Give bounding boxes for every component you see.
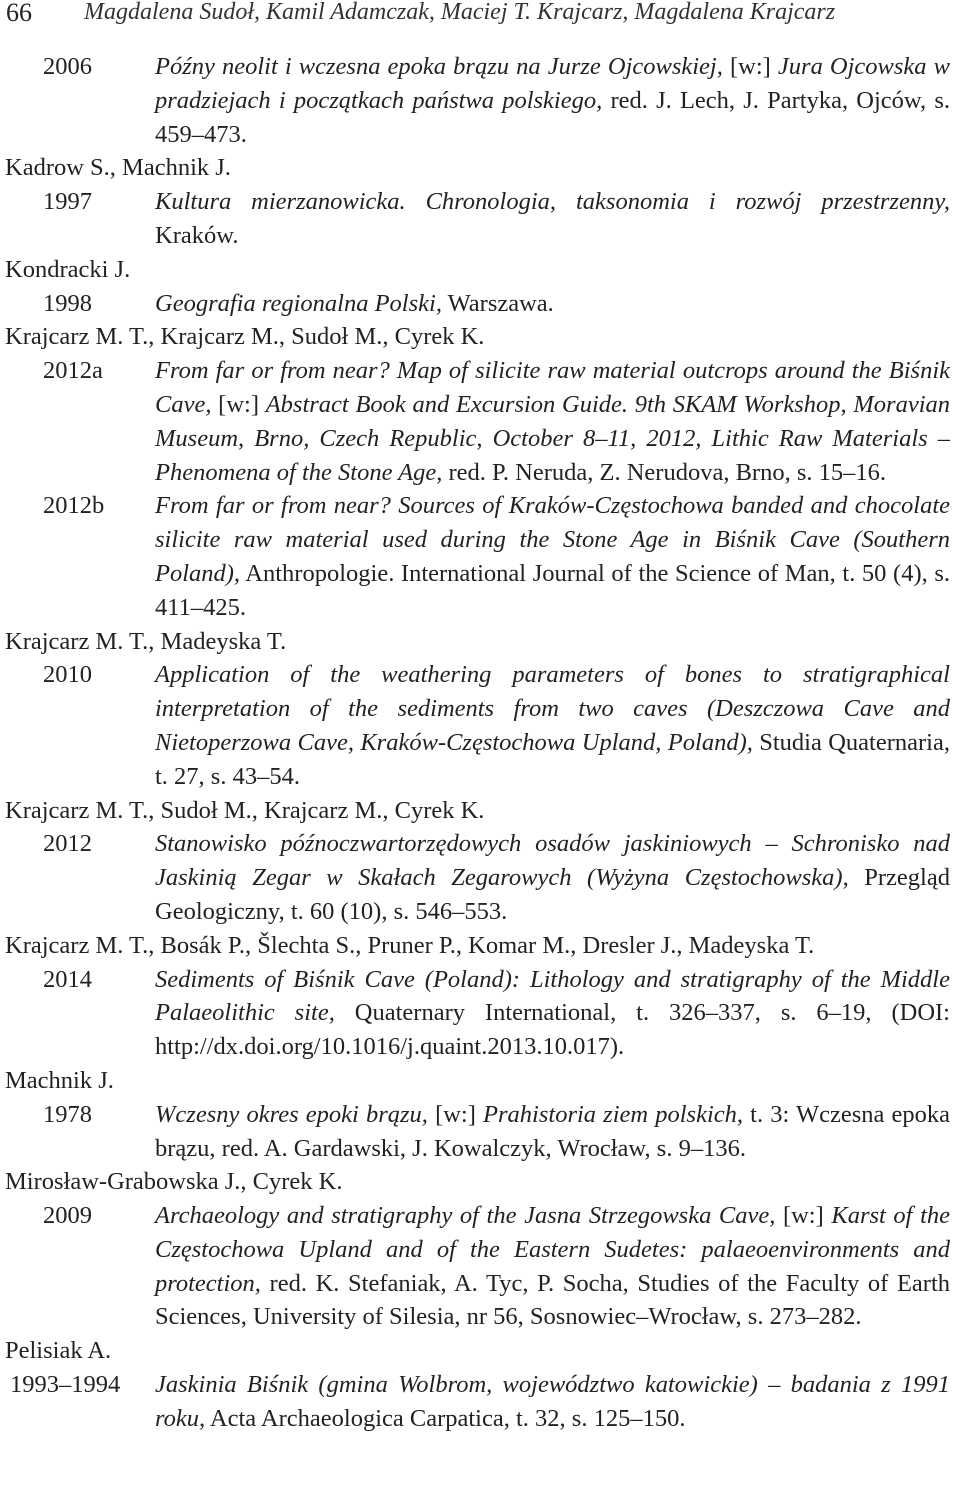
entry-details: red. J. Lech, J. Partyka, Ojców, s. 459–473. [155, 86, 950, 148]
bibliography-entry [0, 658, 960, 793]
bibliography-author: Krajcarz M. T., Krajcarz M., Sudoł M., Cyrek K. [5, 323, 485, 351]
bibliography-entry [0, 827, 960, 928]
running-head: Magdalena Sudoł, Kamil Adamczak, Maciej T. Krajcarz, Magdalena Krajcarz [84, 0, 836, 25]
bibliography-entry [0, 287, 960, 321]
bibliography-entry [0, 354, 960, 489]
entry-title: Stanowisko późnoczwartorzędowych osadów jaskiniowych – Schronisko nad Jaskinią Zegar w Skałach Zegarowych (Wyżyna Częstochowska), [155, 830, 950, 892]
entry-year: 2012a [43, 357, 103, 385]
entry-source-title: Abstract Book and Excursion Guide. 9th SKAM Workshop, Moravian Museum, Brno, Czech Republic, October 8–11, 2012, Lithic Raw Materials – Phenomena of the Stone Age, [155, 390, 950, 486]
entry-details: Quaternary International, t. 326–337, s. 6–19, (DOI: http://dx.doi.org/10.1016/j.quaint.2013.10.017). [155, 999, 950, 1061]
bibliography-author: Krajcarz M. T., Bosák P., Šlechta S., Pruner P., Komar M., Dresler J., Madeyska T. [5, 931, 815, 959]
entry-details: Acta Archaeologica Carpatica, t. 32, s. 125–150. [205, 1404, 686, 1432]
entry-source-title: Prahistoria ziem polskich, [483, 1100, 743, 1128]
entry-year: 2012 [43, 830, 92, 858]
entry-title: Kultura mierzanowicka. Chronologia, taksonomia i rozwój przestrzenny, [155, 188, 950, 216]
bibliography-author: Machnik J. [5, 1066, 114, 1094]
entry-details: red. P. Neruda, Z. Nerudova, Brno, s. 15–16. [442, 458, 887, 486]
entry-year: 1997 [43, 188, 92, 216]
bibliography-author: Pelisiak A. [5, 1337, 112, 1365]
entry-connector: [w:] [211, 390, 266, 418]
entry-details: Przegląd Geologiczny, t. 60 (10), s. 546–553. [155, 864, 950, 925]
entry-year: 2014 [43, 965, 92, 993]
bibliography-entry [0, 1098, 960, 1166]
bibliography-entry [0, 50, 960, 151]
bibliography-list [0, 50, 960, 1436]
entry-details: Kraków. [155, 221, 239, 249]
entry-year: 1998 [43, 289, 92, 317]
bibliography-author: Krajcarz M. T., Madeyska T. [5, 627, 287, 655]
bibliography-entry [0, 1199, 960, 1334]
entry-details: Anthropologie. International Journal of the Science of Man, t. 50 (4), s. 411–425. [155, 559, 950, 621]
entry-title: Jaskinia Biśnik (gmina Wolbrom, województwo katowickie) – badania z 1991 roku, [155, 1371, 950, 1432]
entry-year: 1993–1994 [10, 1371, 121, 1399]
bibliography-author: Kondracki J. [5, 255, 131, 283]
entry-source-title: Karst of the Częstochowa Upland and of the Eastern Sudetes: palaeoenvironments and protection, [155, 1202, 950, 1297]
entry-title: From far or from near? Sources of Kraków-Częstochowa banded and chocolate silicite raw material used during the Stone Age in Biśnik Cave (Southern Poland), [155, 492, 950, 587]
entry-title: Wczesny okres epoki brązu, [155, 1100, 428, 1128]
entry-title: Geografia regionalna Polski, [155, 289, 442, 317]
entry-year: 2009 [43, 1202, 92, 1230]
bibliography-author: Kadrow S., Machnik J. [5, 154, 231, 182]
bibliography-entry [0, 1368, 960, 1436]
entry-connector: [w:] [427, 1100, 484, 1128]
entry-title: Sediments of Biśnik Cave (Poland): Lithology and stratigraphy of the Middle Palaeolithic site, [155, 965, 950, 1027]
entry-details: Studia Quaternaria, t. 27, s. 43–54. [155, 728, 950, 790]
bibliography-entry [0, 185, 960, 253]
bibliography-entry [0, 489, 960, 624]
entry-connector: [w:] [722, 53, 778, 80]
entry-title: Późny neolit i wczesna epoka brązu na Jurze Ojcowskiej, [155, 53, 723, 80]
page-number: 66 [6, 0, 32, 27]
bibliography-author: Krajcarz M. T., Sudoł M., Krajcarz M., Cyrek K. [5, 796, 485, 824]
entry-title: Application of the weathering parameters of bones to stratigraphical interpretation of the sediments from two caves (Deszczowa Cave and Nietoperzowa Cave, Kraków-Częstochowa Upland, Poland), [155, 661, 950, 756]
bibliography-entry [0, 963, 960, 1064]
entry-title: From far or from near? Map of silicite raw material outcrops around the Biśnik Cave, [155, 357, 950, 418]
entry-year: 1978 [43, 1100, 92, 1128]
entry-title: Archaeology and stratigraphy of the Jasna Strzegowska Cave, [155, 1202, 776, 1230]
entry-details: Warszawa. [441, 289, 554, 317]
bibliography-author: Mirosław-Grabowska J., Cyrek K. [5, 1168, 343, 1196]
entry-details: red. K. Stefaniak, A. Tyc, P. Socha, Studies of the Faculty of Earth Sciences, University of Silesia, nr 56, Sosnowiec–Wrocław, s. 273–282. [155, 1269, 950, 1331]
entry-details: t. 3: Wczesna epoka brązu, red. A. Gardawski, J. Kowalczyk, Wrocław, s. 9–136. [155, 1100, 951, 1162]
page-header [0, 0, 960, 32]
entry-year: 2012b [43, 492, 105, 520]
entry-connector: [w:] [775, 1202, 832, 1230]
entry-year: 2006 [43, 53, 92, 80]
entry-source-title: Jura Ojcowska w pradziejach i początkach państwa polskiego, [155, 53, 950, 114]
entry-year: 2010 [43, 661, 92, 689]
